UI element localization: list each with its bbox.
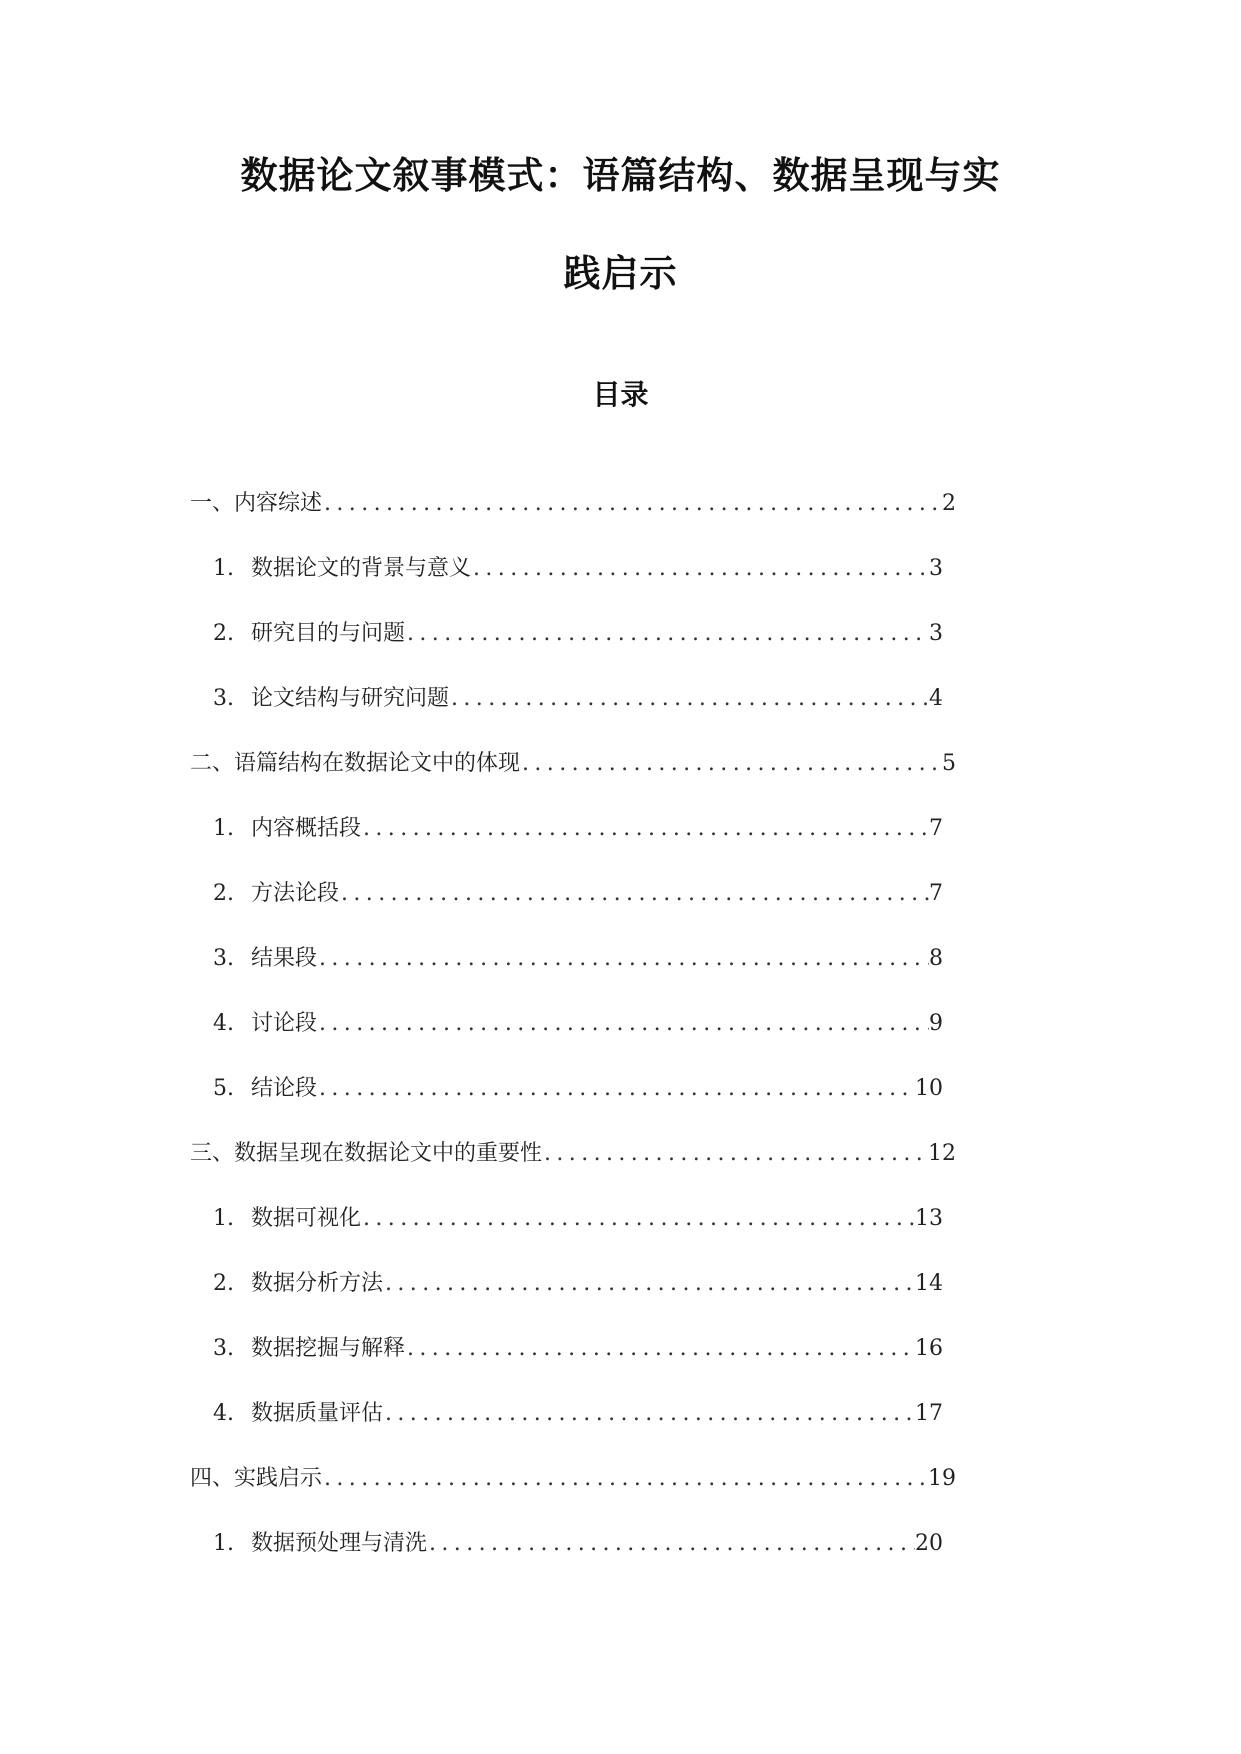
toc-page-number: 10 (915, 1076, 943, 1101)
toc-entry[interactable] (213, 1334, 943, 1364)
toc-dot-leader (361, 814, 929, 844)
toc-entry-label: 数据挖掘与解释 (251, 1336, 406, 1361)
toc-page-number: 3 (929, 556, 943, 581)
toc-entry[interactable] (213, 1204, 943, 1234)
toc-entry-number: 1. (213, 1531, 234, 1556)
toc-entry-number: 4. (213, 1011, 234, 1036)
toc-entry-label: 四、实践启示 (190, 1466, 323, 1491)
toc-entry[interactable] (190, 1139, 956, 1169)
toc-entry-number: 2. (213, 881, 234, 906)
toc-page-number: 14 (915, 1271, 943, 1296)
toc-page-number: 19 (928, 1466, 956, 1491)
toc-page-number: 17 (915, 1401, 943, 1426)
toc-page-number: 7 (929, 816, 943, 841)
toc-entry-number: 2. (213, 621, 234, 646)
toc-page-number: 4 (929, 686, 943, 711)
document-title-line-2: 践启示 (563, 252, 678, 295)
toc-entry[interactable] (213, 879, 943, 909)
toc-entry-label: 方法论段 (251, 881, 340, 906)
toc-entry[interactable] (213, 1529, 943, 1559)
toc-entry-label: 研究目的与问题 (251, 621, 406, 646)
toc-entry-number: 1. (213, 816, 234, 841)
toc-entry-label: 内容概括段 (251, 816, 362, 841)
toc-dot-leader (405, 619, 929, 649)
toc-entry[interactable] (213, 1009, 943, 1039)
toc-dot-leader (471, 554, 929, 584)
toc-dot-leader (383, 1399, 915, 1429)
toc-dot-leader (405, 1334, 915, 1364)
toc-page-number: 2 (942, 491, 956, 516)
toc-entry-number: 4. (213, 1401, 234, 1426)
toc-entry-label: 结果段 (251, 946, 318, 971)
toc-dot-leader (322, 489, 942, 519)
toc-entry[interactable] (213, 684, 943, 714)
toc-entry-label: 三、数据呈现在数据论文中的重要性 (190, 1141, 543, 1166)
toc-dot-leader (317, 944, 929, 974)
toc-dot-leader (317, 1074, 915, 1104)
toc-page-number: 16 (915, 1336, 943, 1361)
toc-page-number: 3 (929, 621, 943, 646)
toc-entry-label: 数据预处理与清洗 (251, 1531, 428, 1556)
toc-page-number: 12 (928, 1141, 956, 1166)
toc-entry-number: 2. (213, 1271, 234, 1296)
toc-entry-number: 1. (213, 1206, 234, 1231)
toc-entry[interactable] (190, 749, 956, 779)
toc-entry-number: 3. (213, 1336, 234, 1361)
toc-dot-leader (427, 1529, 915, 1559)
toc-entry-number: 3. (213, 946, 234, 971)
toc-entry-number: 3. (213, 686, 234, 711)
toc-entry[interactable] (213, 1074, 943, 1104)
toc-entry[interactable] (213, 1269, 943, 1299)
toc-entry-number: 5. (213, 1076, 234, 1101)
toc-dot-leader (322, 1464, 928, 1494)
toc-entry-label: 数据质量评估 (251, 1401, 384, 1426)
toc-dot-leader (361, 1204, 915, 1234)
toc-page-number: 8 (929, 946, 943, 971)
toc-entry-label: 讨论段 (251, 1011, 318, 1036)
toc-entry-label: 结论段 (251, 1076, 318, 1101)
toc-page-number: 9 (929, 1011, 943, 1036)
toc-dot-leader (339, 879, 929, 909)
toc-page-number: 5 (942, 751, 956, 776)
toc-dot-leader (520, 749, 942, 779)
toc-entry-label: 数据论文的背景与意义 (251, 556, 472, 581)
toc-dot-leader (317, 1009, 929, 1039)
toc-heading: 目录 (592, 378, 649, 411)
toc-entry-label: 论文结构与研究问题 (251, 686, 450, 711)
toc-entry[interactable] (190, 1464, 956, 1494)
toc-dot-leader (542, 1139, 928, 1169)
toc-entry-label: 数据可视化 (251, 1206, 362, 1231)
toc-dot-leader (449, 684, 929, 714)
toc-entry[interactable] (213, 814, 943, 844)
toc-page-number: 20 (915, 1531, 943, 1556)
toc-page-number: 7 (929, 881, 943, 906)
toc-entry[interactable] (213, 1399, 943, 1429)
toc-entry[interactable] (213, 619, 943, 649)
toc-dot-leader (383, 1269, 915, 1299)
toc-entry[interactable] (190, 489, 956, 519)
toc-entry-label: 二、语篇结构在数据论文中的体现 (190, 751, 521, 776)
toc-entry-label: 一、内容综述 (190, 491, 323, 516)
document-title-line-1: 数据论文叙事模式：语篇结构、数据呈现与实 (240, 154, 1001, 197)
toc-page-number: 13 (915, 1206, 943, 1231)
toc-entry-label: 数据分析方法 (251, 1271, 384, 1296)
toc-entry-number: 1. (213, 556, 234, 581)
toc-entry[interactable] (213, 554, 943, 584)
toc-entry[interactable] (213, 944, 943, 974)
